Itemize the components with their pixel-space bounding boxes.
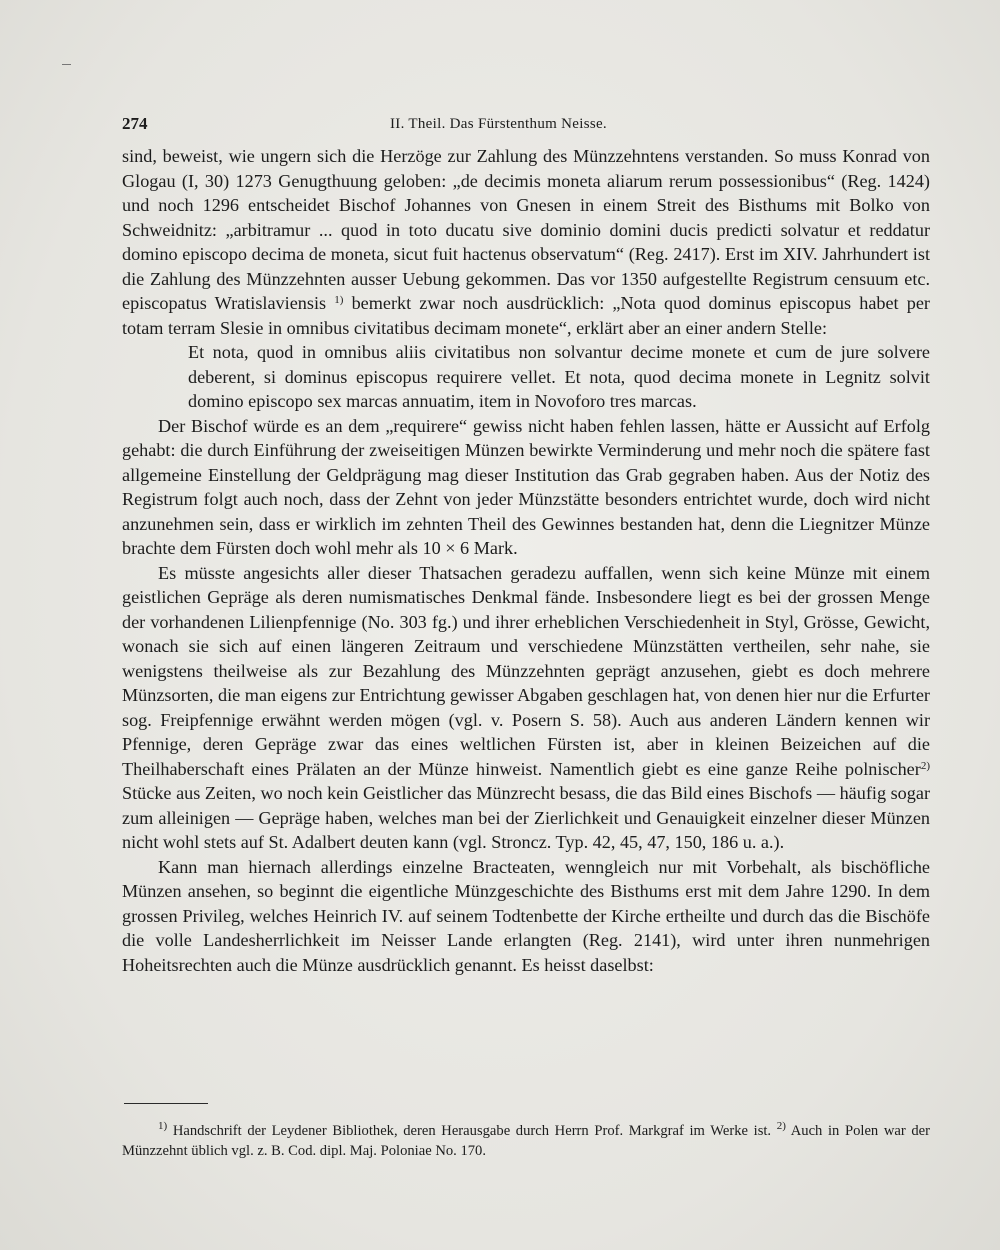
paragraph bbox=[122, 855, 930, 978]
block-quote bbox=[122, 340, 930, 414]
paragraph bbox=[122, 414, 930, 561]
footnote-mark: 2) bbox=[920, 759, 930, 772]
body-text bbox=[122, 144, 930, 977]
paragraph-text: Es müsste angesichts aller dieser Thatsachen geradezu auffallen, wenn sich keine Münze mit einem geistlichen Gepräge als deren numismatisches Denkmal fände. Insbesondere liegt es bei der grossen Menge der vorhandenen Lilienpfennige (No. 303 fg.) und ihrer erheblichen Verschiedenheit in Styl, Grösse, Gewicht, wonach sie sich auf einen längeren Zeitraum und verschiedene Münzstätten vertheilen, sehr nahe, sie wenigstens theilweise als zur Bezahlung des Münzzehnten geprägt anzusehen, giebt es doch mehrere Münzsorten, die man eigens zur Entrichtung gewisser Abgaben geschlagen hat, von denen hier nur die Erfurter sog. Freipfennige erwähnt werden mögen (vgl. v. Posern S. 58). Auch aus anderen Ländern kennen wir Pfennige, deren Gepräge zwar das eines weltlichen Fürsten ist, aber in kleinen Beizeichen auf die Theilhaberschaft eines Prälaten an der Münze hinweist. Namentlich giebt es eine ganze Reihe polnischer bbox=[122, 562, 930, 779]
paragraph bbox=[122, 144, 930, 340]
paragraph-text: Kann man hiernach allerdings einzelne Bracteaten, wenngleich nur mit Vorbehalt, als bischöfliche Münzen ansehen, so beginnt die eigentliche Münzgeschichte des Bisthums erst mit dem Jahre 1290. In dem grossen Privileg, welches Heinrich IV. auf seinem Todtenbette der Kirche ertheilte und durch das die Bischöfe die volle Landesherrlichkeit im Neisser Lande erlangten (Reg. 2141), wird unter ihren nunmehrigen Hoheitsrechten auch die Münze ausdrücklich genannt. Es heisst daselbst: bbox=[122, 856, 930, 975]
paragraph-text: bemerkt zwar noch ausdrücklich: „Nota quod dominus episcopus habet per totam terram Slesie in omnibus civitatibus decimam monete“, erklärt aber an einer andern Stelle: bbox=[122, 293, 930, 338]
quote-text: Et nota, quod in omnibus aliis civitatibus non solvantur decime monete et cum de jure solvere deberent, si dominus episcopus requirere vellet. Et nota, quod decima monete in Legnitz solvit domino episcopo sex marcas annuatim, item in Novoforo tres marcas. bbox=[188, 342, 930, 411]
page-number: 274 bbox=[122, 114, 148, 133]
footnote bbox=[122, 1122, 930, 1161]
paragraph-text: Stücke aus Zeiten, wo noch kein Geistlicher das Münzrecht besass, die das Bild eines Bischofs — häufig sogar zum alleinigen — Gepräge haben, welches man bei der Zierlichkeit und Genauigkeit einzelner dieser Münzen nicht wohl stets auf St. Adalbert deuten kann (vgl. Stroncz. Typ. 42, 45, 47, 150, 186 u. a.). bbox=[122, 783, 930, 852]
footnote-text: Auch in Polen war der Münzzehnt üblich vgl. z. B. Cod. dipl. Maj. Poloniae No. 170. bbox=[122, 1123, 930, 1159]
paragraph bbox=[122, 561, 930, 855]
footnotes bbox=[122, 1122, 930, 1161]
footnote-text: Handschrift der Leydener Bibliothek, deren Herausgabe durch Herrn Prof. Markgraf im Werke ist. bbox=[172, 1123, 772, 1139]
footnote-number: 1) bbox=[158, 1120, 168, 1132]
page-header bbox=[122, 114, 930, 136]
footnote-mark: 1) bbox=[334, 294, 344, 306]
footnote-number: 2) bbox=[776, 1120, 786, 1132]
stray-mark bbox=[62, 64, 71, 65]
paragraph-text: Der Bischof würde es an dem „requirere“ gewiss nicht haben fehlen lassen, hätte er Aussicht auf Erfolg gehabt: die durch Einführung der zweiseitigen Münzen bewirkte Verminderung und mehr noch die spätere fast allgemeine Einstellung der Geldprägung mag dieser Institution das Grab gegraben haben. Aus der Notiz des Registrum folgt auch noch, dass der Zehnt von jeder Münzstätte besonders entrichtet wurde, doch wird nicht anzunehmen sein, dass er wirklich im zehnten Theil des Gewinnes bestanden hat, denn die Liegnitzer Münze brachte dem Fürsten doch wohl mehr als 10 × 6 Mark. bbox=[122, 415, 930, 558]
paragraph-text: sind, beweist, wie ungern sich die Herzöge zur Zahlung des Münzzehntens verstanden. So muss Konrad von Glogau (I, 30) 1273 Genugthuung geloben: „de decimis moneta aliarum rerum possessionibus“ (Reg. 1424) und noch 1296 entscheidet Bischof Johannes von Gnesen in einem Streit des Bisthums mit Bolko von Schweidnitz: „arbitramur ... quod in toto ducatu sive dominio domini ducis predicti solvatur et reddatur domino episcopo decima de moneta, sicut fuit hactenus observatum“ (Reg. 2417). Erst im XIV. Jahrhundert ist die Zahlung des Münzzehnten ausser Uebung gekommen. Das vor 1350 aufgestellte Registrum censuum etc. episcopatus Wratislaviensis bbox=[122, 146, 930, 313]
footnote-divider bbox=[124, 1103, 208, 1104]
running-head: II. Theil. Das Fürstenthum Neisse. bbox=[390, 116, 607, 132]
